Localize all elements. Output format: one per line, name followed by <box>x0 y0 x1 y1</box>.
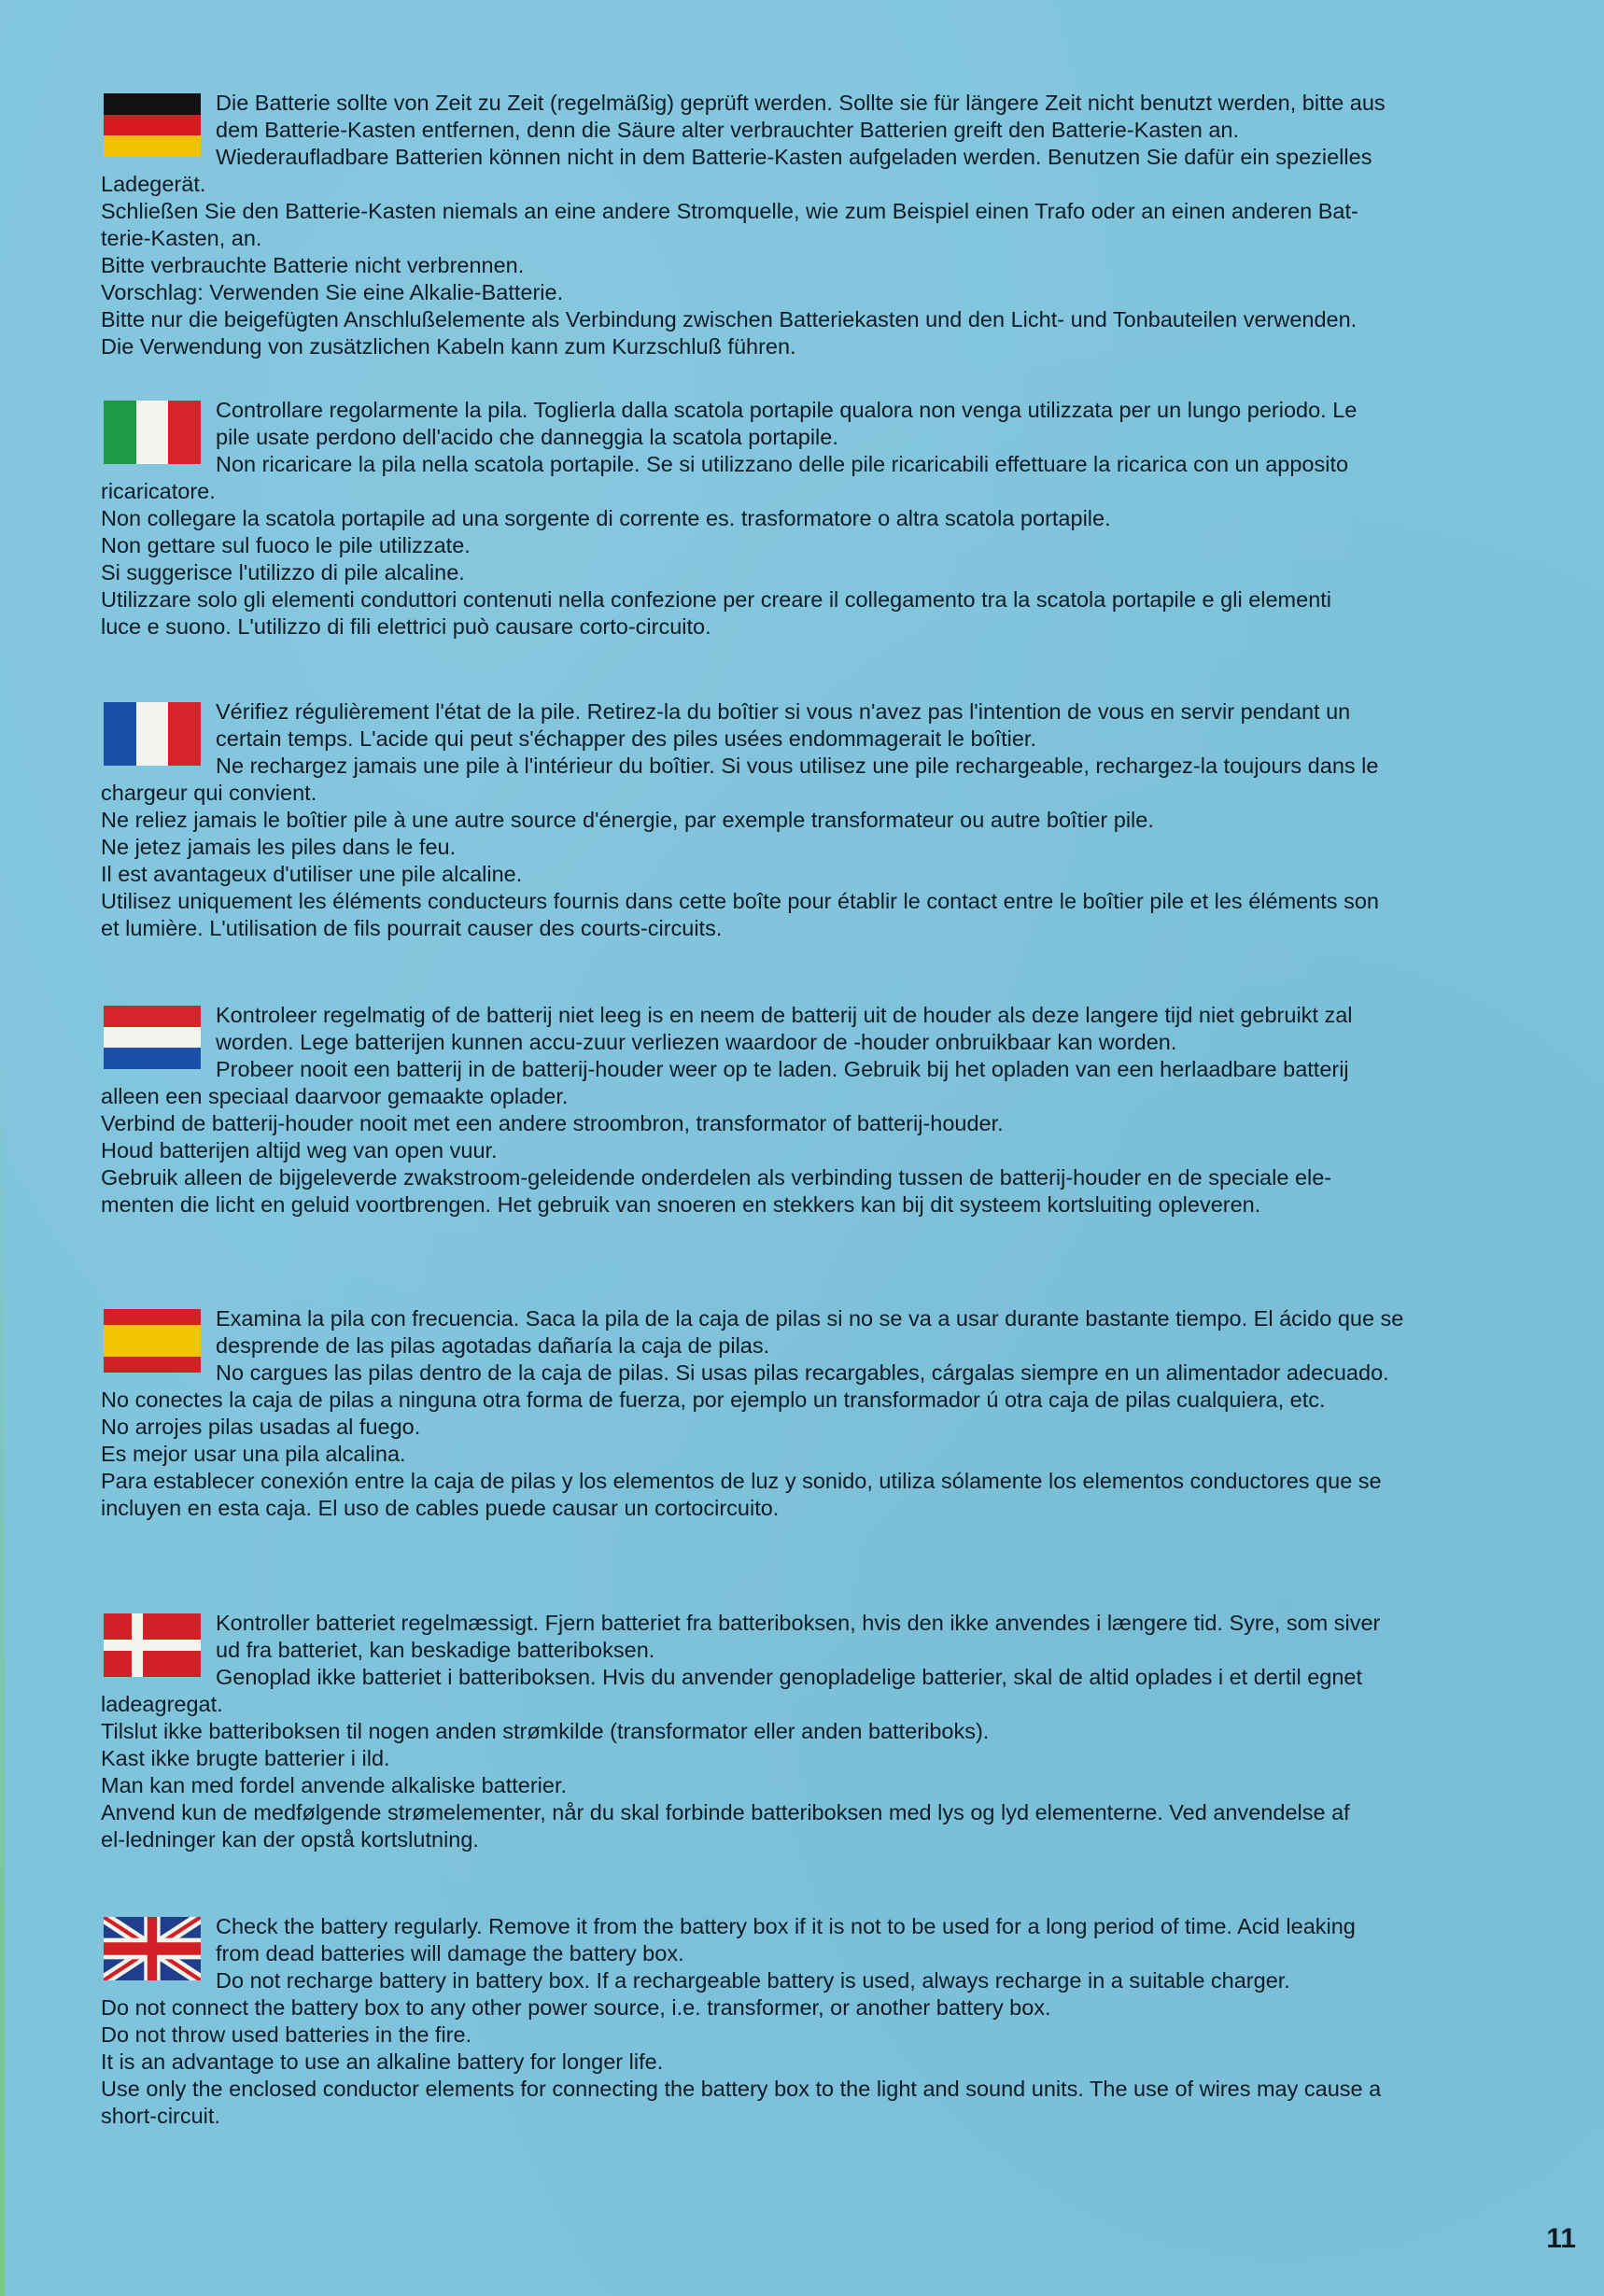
text-line: Do not recharge battery in battery box. If a rechargeable battery is used, always recharge in a suitable charger. <box>216 1968 1290 1993</box>
section-french <box>101 698 1534 942</box>
page-edge <box>0 1027 5 2296</box>
text-line: Vérifiez régulièrement l'état de la pile. Retirez-la du boîtier si vous n'avez pas l'intention de vous en servir pendant un <box>216 699 1351 724</box>
text-line: Non ricaricare la pila nella scatola portapile. Se si utilizzano delle pile ricaricabili effettuare la ricarica con un apposito <box>216 452 1349 476</box>
text-line: Controllare regolarmente la pila. Toglierla dalla scatola portapile qualora non venga utilizzata per un lungo periodo. Le <box>216 398 1358 422</box>
text-line: dem Batterie-Kasten entfernen, denn die Säure alter verbrauchter Batterien greift den Batterie-Kasten an. <box>216 118 1240 142</box>
text-line: short-circuit. <box>101 2104 220 2128</box>
text-line: Man kan med fordel anvende alkaliske batterier. <box>101 1773 568 1797</box>
text-line: Kast ikke brugte batterier i ild. <box>101 1746 390 1770</box>
text-line: Kontroleer regelmatig of de batterij niet leeg is en neem de batterij uit de houder als deze langere tijd niet gebruikt zal <box>216 1003 1353 1027</box>
german-flag-icon <box>104 93 201 157</box>
text-line: Utilisez uniquement les éléments conducteurs fournis dans cette boîte pour établir le contact entre le boîtier pile et les éléments son <box>101 889 1379 913</box>
text-line: Il est avantageux d'utiliser une pile alcaline. <box>101 862 523 886</box>
section-spanish <box>101 1305 1534 1522</box>
section-german <box>101 90 1534 360</box>
text-line: Si suggerisce l'utilizzo di pile alcaline. <box>101 560 465 585</box>
text-line: Die Batterie sollte von Zeit zu Zeit (regelmäßig) geprüft werden. Sollte sie für längere Zeit nicht benutzt werden, bitte aus <box>216 91 1386 115</box>
text-line: worden. Lege batterijen kunnen accu-zuur verliezen waardoor de -houder onbruikbaar kan worden. <box>216 1030 1177 1054</box>
text-line: ricaricatore. <box>101 479 216 503</box>
text-line: Kontroller batteriet regelmæssigt. Fjern batteriet fra batteriboksen, hvis den ikke anvendes i længere tid. Syre, som siver <box>216 1611 1381 1635</box>
text-line: Ladegerät. <box>101 172 206 196</box>
text-line: Do not connect the battery box to any other power source, i.e. transformer, or another battery box. <box>101 1995 1051 2020</box>
text-line: Es mejor usar una pila alcalina. <box>101 1442 406 1466</box>
text-line: incluyen en esta caja. El uso de cables puede causar un cortocircuito. <box>101 1496 780 1520</box>
text-line: Probeer nooit een batterij in de batterij-houder weer op te laden. Gebruik bij het opladen van een herlaadbare batterij <box>216 1057 1349 1081</box>
text-line: Check the battery regularly. Remove it from the battery box if it is not to be used for a long period of time. Acid leaking <box>216 1914 1356 1938</box>
section-english <box>101 1913 1534 2130</box>
text-line: terie-Kasten, an. <box>101 226 262 250</box>
section-danish <box>101 1610 1534 1853</box>
text-line: Verbind de batterij-houder nooit met een andere stroombron, transformator of batterij-houder. <box>101 1111 1004 1135</box>
text-line: luce e suono. L'utilizzo di fili elettrici può causare corto-circuito. <box>101 614 711 639</box>
text-line: alleen een speciaal daarvoor gemaakte oplader. <box>101 1084 569 1108</box>
text-line: Die Verwendung von zusätzlichen Kabeln kann zum Kurzschluß führen. <box>101 334 796 359</box>
spanish-flag-icon <box>104 1309 201 1373</box>
text-line: No conectes la caja de pilas a ninguna otra forma de fuerza, por ejemplo un transformador ú otra caja de pilas cualquiera, etc. <box>101 1387 1326 1412</box>
page-number: 11 <box>1546 2223 1576 2254</box>
text-line: Vorschlag: Verwenden Sie eine Alkalie-Batterie. <box>101 280 564 304</box>
text-line: Do not throw used batteries in the fire. <box>101 2022 472 2047</box>
text-line: No arrojes pilas usadas al fuego. <box>101 1415 421 1439</box>
text-line: et lumière. L'utilisation de fils pourrait causer des courts-circuits. <box>101 916 723 940</box>
text-line: Houd batterijen altijd weg van open vuur. <box>101 1138 498 1162</box>
text-line: Ne rechargez jamais une pile à l'intérieur du boîtier. Si vous utilisez une pile rechargeable, rechargez-la toujours dans le <box>216 754 1379 778</box>
text-line: Non collegare la scatola portapile ad una sorgente di corrente es. trasformatore o altra scatola portapile. <box>101 506 1111 530</box>
text-line: Examina la pila con frecuencia. Saca la pila de la caja de pilas si no se va a usar durante bastante tiempo. El ácido que se <box>216 1306 1404 1331</box>
dutch-flag-icon <box>104 1006 201 1069</box>
text-line: el-ledninger kan der opstå kortslutning. <box>101 1827 479 1852</box>
italian-flag-icon <box>104 401 201 464</box>
section-dutch <box>101 1002 1534 1218</box>
text-line: desprende de las pilas agotadas dañaría la caja de pilas. <box>216 1333 770 1358</box>
text-line: Use only the enclosed conductor elements for connecting the battery box to the light and sound units. The use of wires may cause a <box>101 2077 1382 2101</box>
text-line: No cargues las pilas dentro de la caja de pilas. Si usas pilas recargables, cárgalas siempre en un alimentador adecuado. <box>216 1360 1389 1385</box>
text-line: Ne reliez jamais le boîtier pile à une autre source d'énergie, par exemple transformateur ou autre boîtier pile. <box>101 808 1154 832</box>
text-line: pile usate perdono dell'acido che danneggia la scatola portapile. <box>216 425 838 449</box>
text-line: ud fra batteriet, kan beskadige batteriboksen. <box>216 1638 655 1662</box>
text-line: menten die licht en geluid voortbrengen. Het gebruik van snoeren en stekkers kan bij dit systeem kortsluiting opleveren. <box>101 1192 1261 1217</box>
text-line: Anvend kun de medfølgende strømelementer, når du skal forbinde batteriboksen med lys og lyd elementerne. Ved anvendelse af <box>101 1800 1350 1824</box>
text-line: Bitte nur die beigefügten Anschlußelemente als Verbindung zwischen Batteriekasten und den Licht- und Tonbauteilen verwenden. <box>101 307 1358 331</box>
french-flag-icon <box>104 702 201 766</box>
text-line: ladeagregat. <box>101 1692 223 1716</box>
text-line: certain temps. L'acide qui peut s'échapper des piles usées endommagerait le boîtier. <box>216 726 1036 751</box>
text-line: Wiederaufladbare Batterien können nicht in dem Batterie-Kasten aufgeladen werden. Benutzen Sie dafür ein spezielles <box>216 145 1372 169</box>
uk-flag-icon <box>104 1917 201 1980</box>
text-line: Para establecer conexión entre la caja de pilas y los elementos de luz y sonido, utiliza sólamente los elementos conductores que se <box>101 1469 1382 1493</box>
text-line: Utilizzare solo gli elementi conduttori contenuti nella confezione per creare il collegamento tra la scatola portapile e gli elementi <box>101 587 1332 612</box>
text-line: Genoplad ikke batteriet i batteriboksen. Hvis du anvender genopladelige batterier, skal de altid oplades i et dertil egnet <box>216 1665 1363 1689</box>
text-line: Non gettare sul fuoco le pile utilizzate. <box>101 533 471 557</box>
text-line: Ne jetez jamais les piles dans le feu. <box>101 835 457 859</box>
text-line: Tilslut ikke batteriboksen til nogen anden strømkilde (transformator eller anden batteriboks). <box>101 1719 990 1743</box>
text-line: chargeur qui convient. <box>101 781 317 805</box>
section-italian <box>101 397 1534 641</box>
text-line: Gebruik alleen de bijgeleverde zwakstroom-geleidende onderdelen als verbinding tussen de batterij-houder en de speciale ele- <box>101 1165 1332 1190</box>
text-line: It is an advantage to use an alkaline battery for longer life. <box>101 2049 664 2074</box>
text-line: from dead batteries will damage the battery box. <box>216 1941 684 1965</box>
text-line: Bitte verbrauchte Batterie nicht verbrennen. <box>101 253 525 277</box>
danish-flag-icon <box>104 1613 201 1677</box>
text-line: Schließen Sie den Batterie-Kasten niemals an eine andere Stromquelle, wie zum Beispiel einen Trafo oder an einen anderen Bat- <box>101 199 1358 223</box>
